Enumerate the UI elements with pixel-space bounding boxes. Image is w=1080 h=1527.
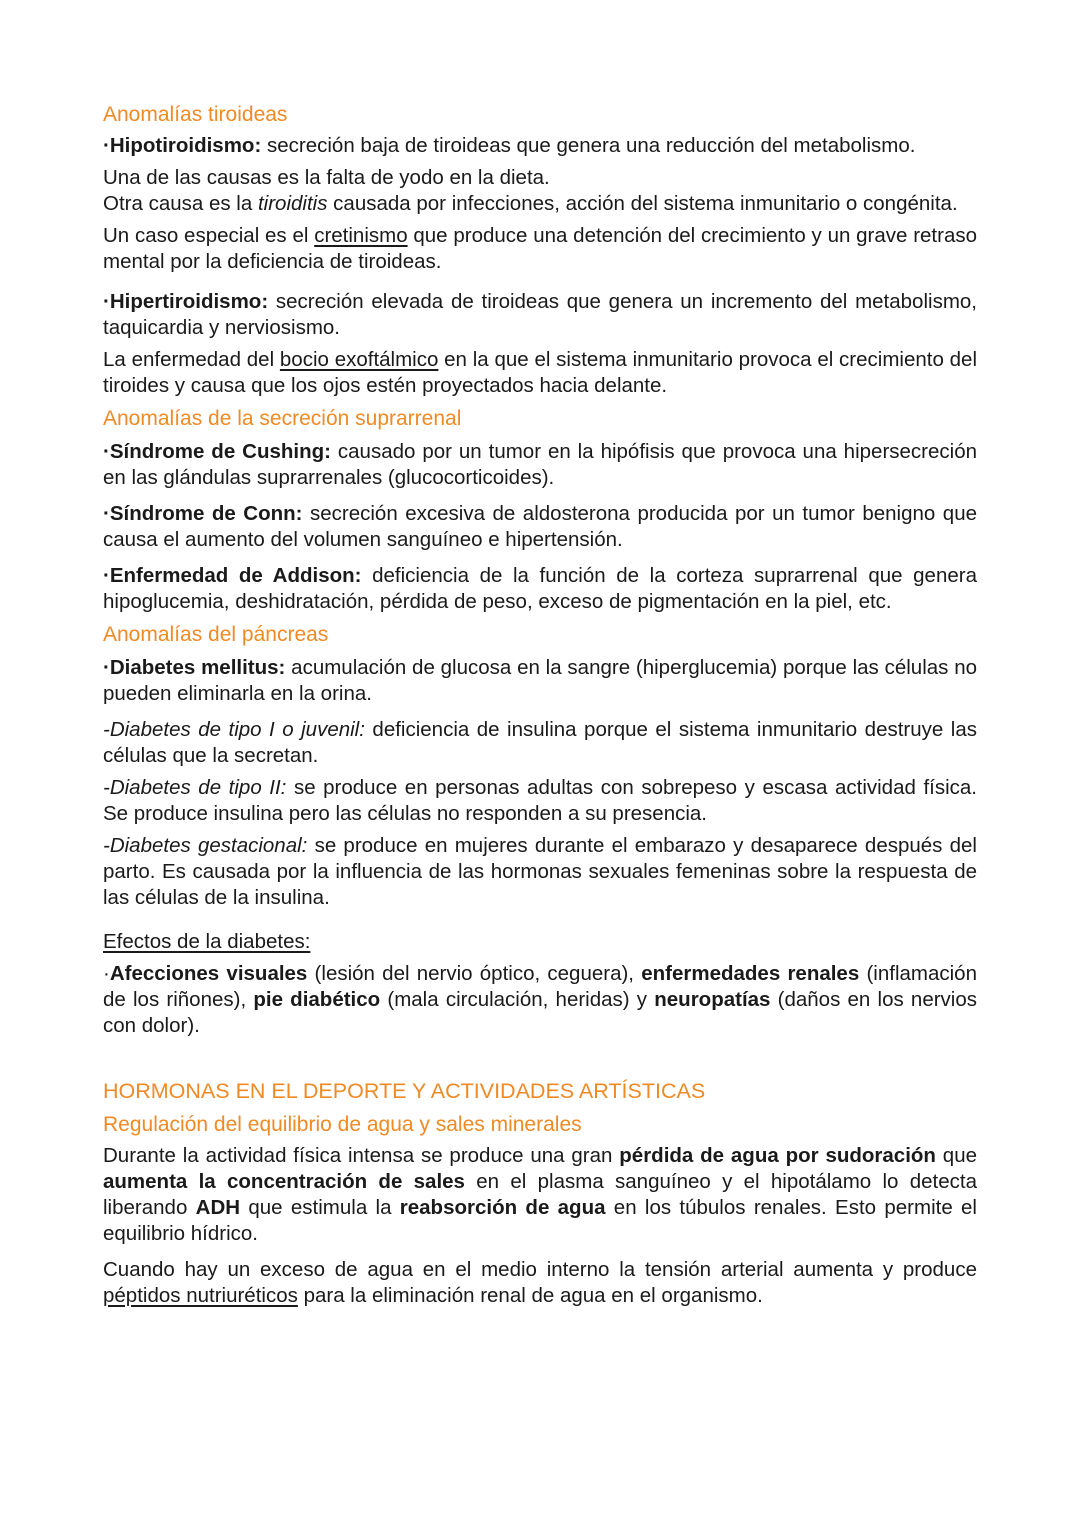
bullet-dot: · bbox=[103, 962, 110, 985]
paragraph-diabetes-mellitus bbox=[103, 655, 977, 707]
subheading-equilibrio: Regulación del equilibrio de agua y sales minerales bbox=[103, 1113, 582, 1136]
text-span: Cuando hay un exceso de agua en el medio interno la tensión arterial aumenta y produce bbox=[103, 1258, 977, 1281]
paragraph-addison bbox=[103, 563, 977, 615]
text-span: Durante la actividad física intensa se produce una gran bbox=[103, 1144, 620, 1167]
text-span: acumulación de glucosa en la sangre (hiperglucemia) porque las células no pueden eliminarla en la orina. bbox=[103, 656, 977, 705]
text-span: Otra causa es la bbox=[103, 192, 258, 215]
term-afecciones-visuales: Afecciones visuales bbox=[109, 962, 308, 985]
term-neuropatias: neuropatías bbox=[654, 988, 771, 1011]
term-pie-diabetico: pie diabético bbox=[253, 988, 381, 1011]
text-span: se produce en mujeres durante el embarazo y desaparece después del parto. Es causada por la influencia de las hormonas sexuales femeninas sobre la respuesta de las células de la insulina. bbox=[103, 834, 977, 909]
text-span: causada por infecciones, acción del sistema inmunitario o congénita. bbox=[327, 192, 958, 215]
term-enfermedades-renales: enfermedades renales bbox=[641, 962, 860, 985]
paragraph-tiroiditis bbox=[103, 191, 977, 217]
section-heading-suprarrenal: Anomalías de la secreción suprarrenal bbox=[103, 407, 462, 430]
text-span: en la que el sistema inmunitario provoca el crecimiento del tiroides y causa que los ojos estén proyectados hacia delante. bbox=[103, 348, 978, 397]
paragraph-cushing bbox=[103, 439, 977, 491]
paragraph-conn bbox=[103, 501, 977, 553]
text-span: que produce una detención del crecimiento y un grave retraso mental por la deficiencia de tiroideas. bbox=[103, 224, 978, 273]
text-span: en los túbulos renales. Esto permite el equilibrio hídrico. bbox=[103, 1196, 977, 1245]
paragraph-diabetes-gestacional bbox=[103, 833, 977, 911]
term-addison: ·Enfermedad de Addison: bbox=[103, 564, 362, 587]
section-heading-pancreas: Anomalías del páncreas bbox=[103, 623, 329, 646]
text-hipotiroidismo: secreción baja de tiroideas que genera una reducción del metabolismo. bbox=[261, 134, 916, 157]
term-cretinismo: cretinismo bbox=[314, 224, 408, 247]
term-perdida-agua: pérdida de agua por sudoración bbox=[619, 1144, 936, 1167]
term-tiroiditis: tiroiditis bbox=[257, 192, 328, 215]
paragraph-sudoracion bbox=[103, 1143, 977, 1247]
paragraph-bocio bbox=[103, 347, 977, 399]
text-span: (daños en los nervios con dolor). bbox=[103, 988, 977, 1037]
text-span: causado por un tumor en la hipófisis que provoca una hipersecreción en las glándulas suprarrenales (glucocorticoides). bbox=[103, 440, 978, 489]
term-adh: ADH bbox=[195, 1196, 241, 1219]
section-heading-deporte: HORMONAS EN EL DEPORTE Y ACTIVIDADES ARTÍSTICAS bbox=[103, 1079, 706, 1103]
term-hipotiroidismo: ·Hipotiroidismo: bbox=[103, 134, 262, 157]
text-span: deficiencia de la función de la corteza suprarrenal que genera hipoglucemia, deshidratación, pérdida de peso, exceso de pigmentación en la piel, etc. bbox=[103, 564, 977, 613]
term-conn: ·Síndrome de Conn: bbox=[103, 502, 303, 525]
text-span: que estimula la bbox=[240, 1196, 400, 1219]
term-peptidos-nutriureticos: péptidos nutriuréticos bbox=[103, 1284, 298, 1307]
paragraph-hipotiroidismo bbox=[103, 133, 977, 159]
term-diabetes-tipo-2: -Diabetes de tipo II: bbox=[103, 776, 287, 799]
text-span: Un caso especial es el bbox=[103, 224, 315, 247]
text-span: (inflamación de los riñones), bbox=[103, 962, 977, 1011]
text-span: deficiencia de insulina porque el sistema inmunitario destruye las células que la secretan. bbox=[103, 718, 978, 767]
text-span: (mala circulación, heridas) y bbox=[380, 988, 655, 1011]
text-span: secreción excesiva de aldosterona producida por un tumor benigno que causa el aumento del volumen sanguíneo e hipertensión. bbox=[103, 502, 977, 551]
paragraph-exceso-agua bbox=[103, 1257, 977, 1309]
text-span: para la eliminación renal de agua en el organismo. bbox=[297, 1284, 763, 1307]
paragraph-diabetes-tipo-1 bbox=[103, 717, 977, 769]
term-concentracion-sales: aumenta la concentración de sales bbox=[103, 1170, 465, 1193]
term-diabetes-mellitus: ·Diabetes mellitus: bbox=[103, 656, 286, 679]
efectos-heading bbox=[103, 929, 977, 955]
paragraph-cretinismo bbox=[103, 223, 977, 275]
document-body bbox=[103, 101, 977, 1309]
paragraph-hipertiroidismo bbox=[103, 289, 977, 341]
text-hipertiroidismo: secreción elevada de tiroideas que genera un incremento del metabolismo, taquicardia y nerviosismo. bbox=[103, 290, 977, 339]
text-span: que bbox=[935, 1144, 977, 1167]
term-reabsorcion-agua: reabsorción de agua bbox=[399, 1196, 606, 1219]
term-hipertiroidismo: ·Hipertiroidismo: bbox=[103, 290, 269, 313]
paragraph-yodo: Una de las causas es la falta de yodo en la dieta. bbox=[103, 166, 550, 189]
section-heading-tiroides: Anomalías tiroideas bbox=[103, 103, 288, 126]
term-cushing: ·Síndrome de Cushing: bbox=[103, 440, 331, 463]
text-span: en el plasma sanguíneo y el hipotálamo lo detecta liberando bbox=[103, 1170, 977, 1219]
term-diabetes-gestacional: -Diabetes gestacional: bbox=[103, 834, 308, 857]
term-bocio: bocio exoftálmico bbox=[279, 348, 439, 371]
efectos-heading-text: Efectos de la diabetes: bbox=[103, 930, 311, 953]
term-diabetes-tipo-1: -Diabetes de tipo I o juvenil: bbox=[103, 718, 365, 741]
paragraph-diabetes-tipo-2 bbox=[103, 775, 977, 827]
text-span: La enfermedad del bbox=[103, 348, 280, 371]
text-span: se produce en personas adultas con sobrepeso y escasa actividad física. Se produce insulina pero las células no responden a su presencia. bbox=[103, 776, 977, 825]
text-span: (lesión del nervio óptico, ceguera), bbox=[307, 962, 642, 985]
paragraph-efectos bbox=[103, 961, 977, 1039]
